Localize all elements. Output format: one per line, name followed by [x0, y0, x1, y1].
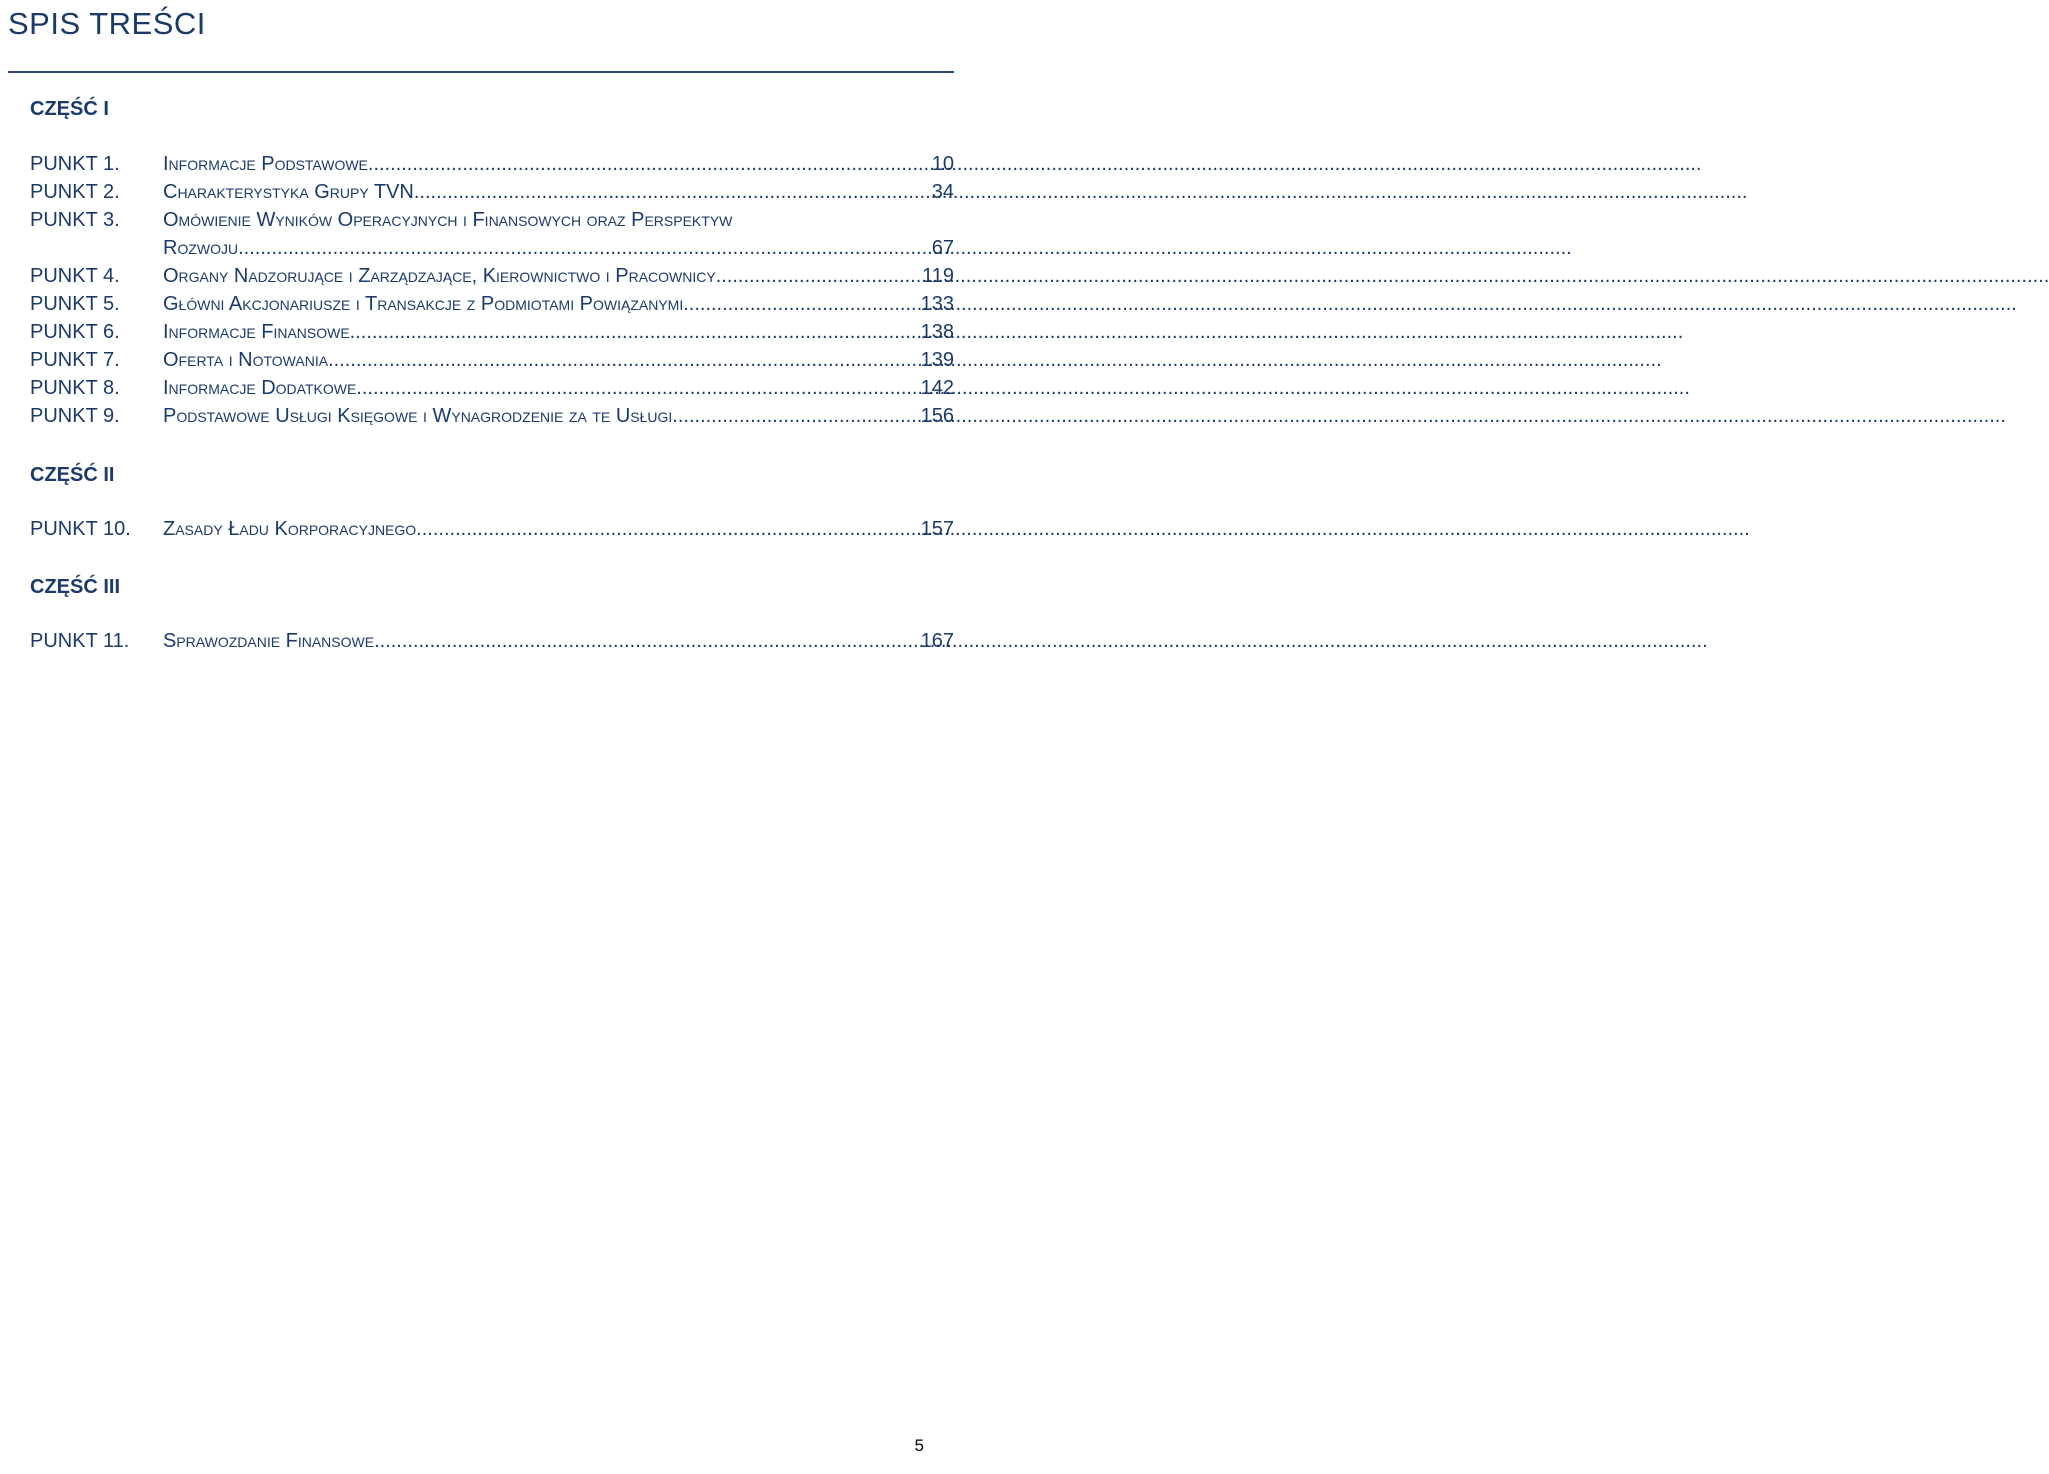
toc-entry-title: Omówienie Wyników Operacyjnych i Finansowych oraz Perspektyw	[163, 209, 733, 231]
toc-entry-title: Sprawozdanie Finansowe	[163, 630, 375, 652]
toc-entry-title: Oferta i Notowania	[163, 349, 329, 371]
toc-leader-dots	[374, 630, 917, 653]
toc-entry-page: 10	[931, 153, 954, 175]
toc-entry[interactable]	[30, 377, 954, 405]
part-heading: CZĘŚĆ III	[30, 576, 121, 598]
toc-entry-number: PUNKT 8.	[30, 377, 120, 399]
toc-entry-page: 157	[920, 518, 954, 540]
toc-leader-dots	[350, 321, 917, 344]
toc-leader-dots	[414, 181, 928, 204]
toc-entry-number: PUNKT 7.	[30, 349, 120, 371]
toc-leader-dots	[683, 293, 916, 316]
toc-entry-number: PUNKT 4.	[30, 265, 120, 287]
toc-entry-title: Podstawowe Usługi Księgowe i Wynagrodzenie za te Usługi	[163, 405, 673, 427]
toc-entry-number: PUNKT 3.	[30, 209, 120, 231]
toc-entry-page: 34	[931, 181, 954, 203]
toc-entry-title: Informacje Dodatkowe	[163, 377, 357, 399]
toc-leader-dots	[716, 265, 918, 288]
toc-entry[interactable]	[30, 349, 954, 377]
toc-entry-page: 119	[922, 265, 954, 287]
toc-entry-page: 67	[931, 237, 954, 259]
toc-entry-title: Rozwoju	[163, 237, 239, 259]
toc-entry-page: 156	[920, 405, 954, 427]
toc-entry-page: 167	[920, 630, 954, 652]
page-title: SPIS TREŚCI	[8, 6, 206, 41]
toc-entry-number: PUNKT 10.	[30, 518, 131, 540]
toc-entry-title: Organy Nadzorujące i Zarządzające, Kierownictwo i Pracownicy	[163, 265, 716, 287]
toc-entry-number: PUNKT 9.	[30, 405, 120, 427]
toc-entry[interactable]	[30, 630, 954, 658]
toc-entry-number: PUNKT 5.	[30, 293, 120, 315]
toc-entry[interactable]	[30, 153, 954, 181]
part-heading: CZĘŚĆ II	[30, 464, 115, 486]
toc-entry-number: PUNKT 1.	[30, 153, 120, 175]
toc-entry-title: Charakterystyka Grupy TVN	[163, 181, 414, 203]
page-number: 5	[914, 1436, 924, 1455]
toc-entry-page: 142	[920, 377, 954, 399]
toc-leader-dots	[238, 237, 928, 260]
toc-entry[interactable]	[30, 405, 954, 433]
toc-entry-title: Główni Akcjonariusze i Transakcje z Podmiotami Powiązanymi	[163, 293, 684, 315]
toc-entry-page: 138	[920, 321, 954, 343]
toc-entry[interactable]	[30, 265, 954, 293]
toc-entry-page: 139	[920, 349, 954, 371]
toc-leader-dots	[356, 377, 916, 400]
toc-entry-title: Informacje Podstawowe	[163, 153, 368, 175]
toc-leader-dots	[368, 153, 928, 176]
toc-entry[interactable]	[30, 181, 954, 209]
toc-entry-number: PUNKT 6.	[30, 321, 120, 343]
title-divider	[8, 71, 954, 73]
toc-entry-page: 133	[920, 293, 954, 315]
toc-entry-title: Informacje Finansowe	[163, 321, 350, 343]
toc-leader-dots	[672, 405, 916, 428]
part-heading: CZĘŚĆ I	[30, 98, 109, 120]
toc-entry-number: PUNKT 11.	[30, 630, 130, 652]
toc-leader-dots	[328, 349, 917, 372]
toc-entry[interactable]	[30, 293, 954, 321]
toc-entry-continuation[interactable]	[30, 237, 954, 265]
toc-entry-title: Zasady Ładu Korporacyjnego	[163, 518, 417, 540]
toc-entry[interactable]	[30, 518, 954, 546]
toc-entry-number: PUNKT 2.	[30, 181, 120, 203]
toc-entry[interactable]	[30, 209, 954, 237]
toc-entry[interactable]	[30, 321, 954, 349]
toc-leader-dots	[416, 518, 916, 541]
